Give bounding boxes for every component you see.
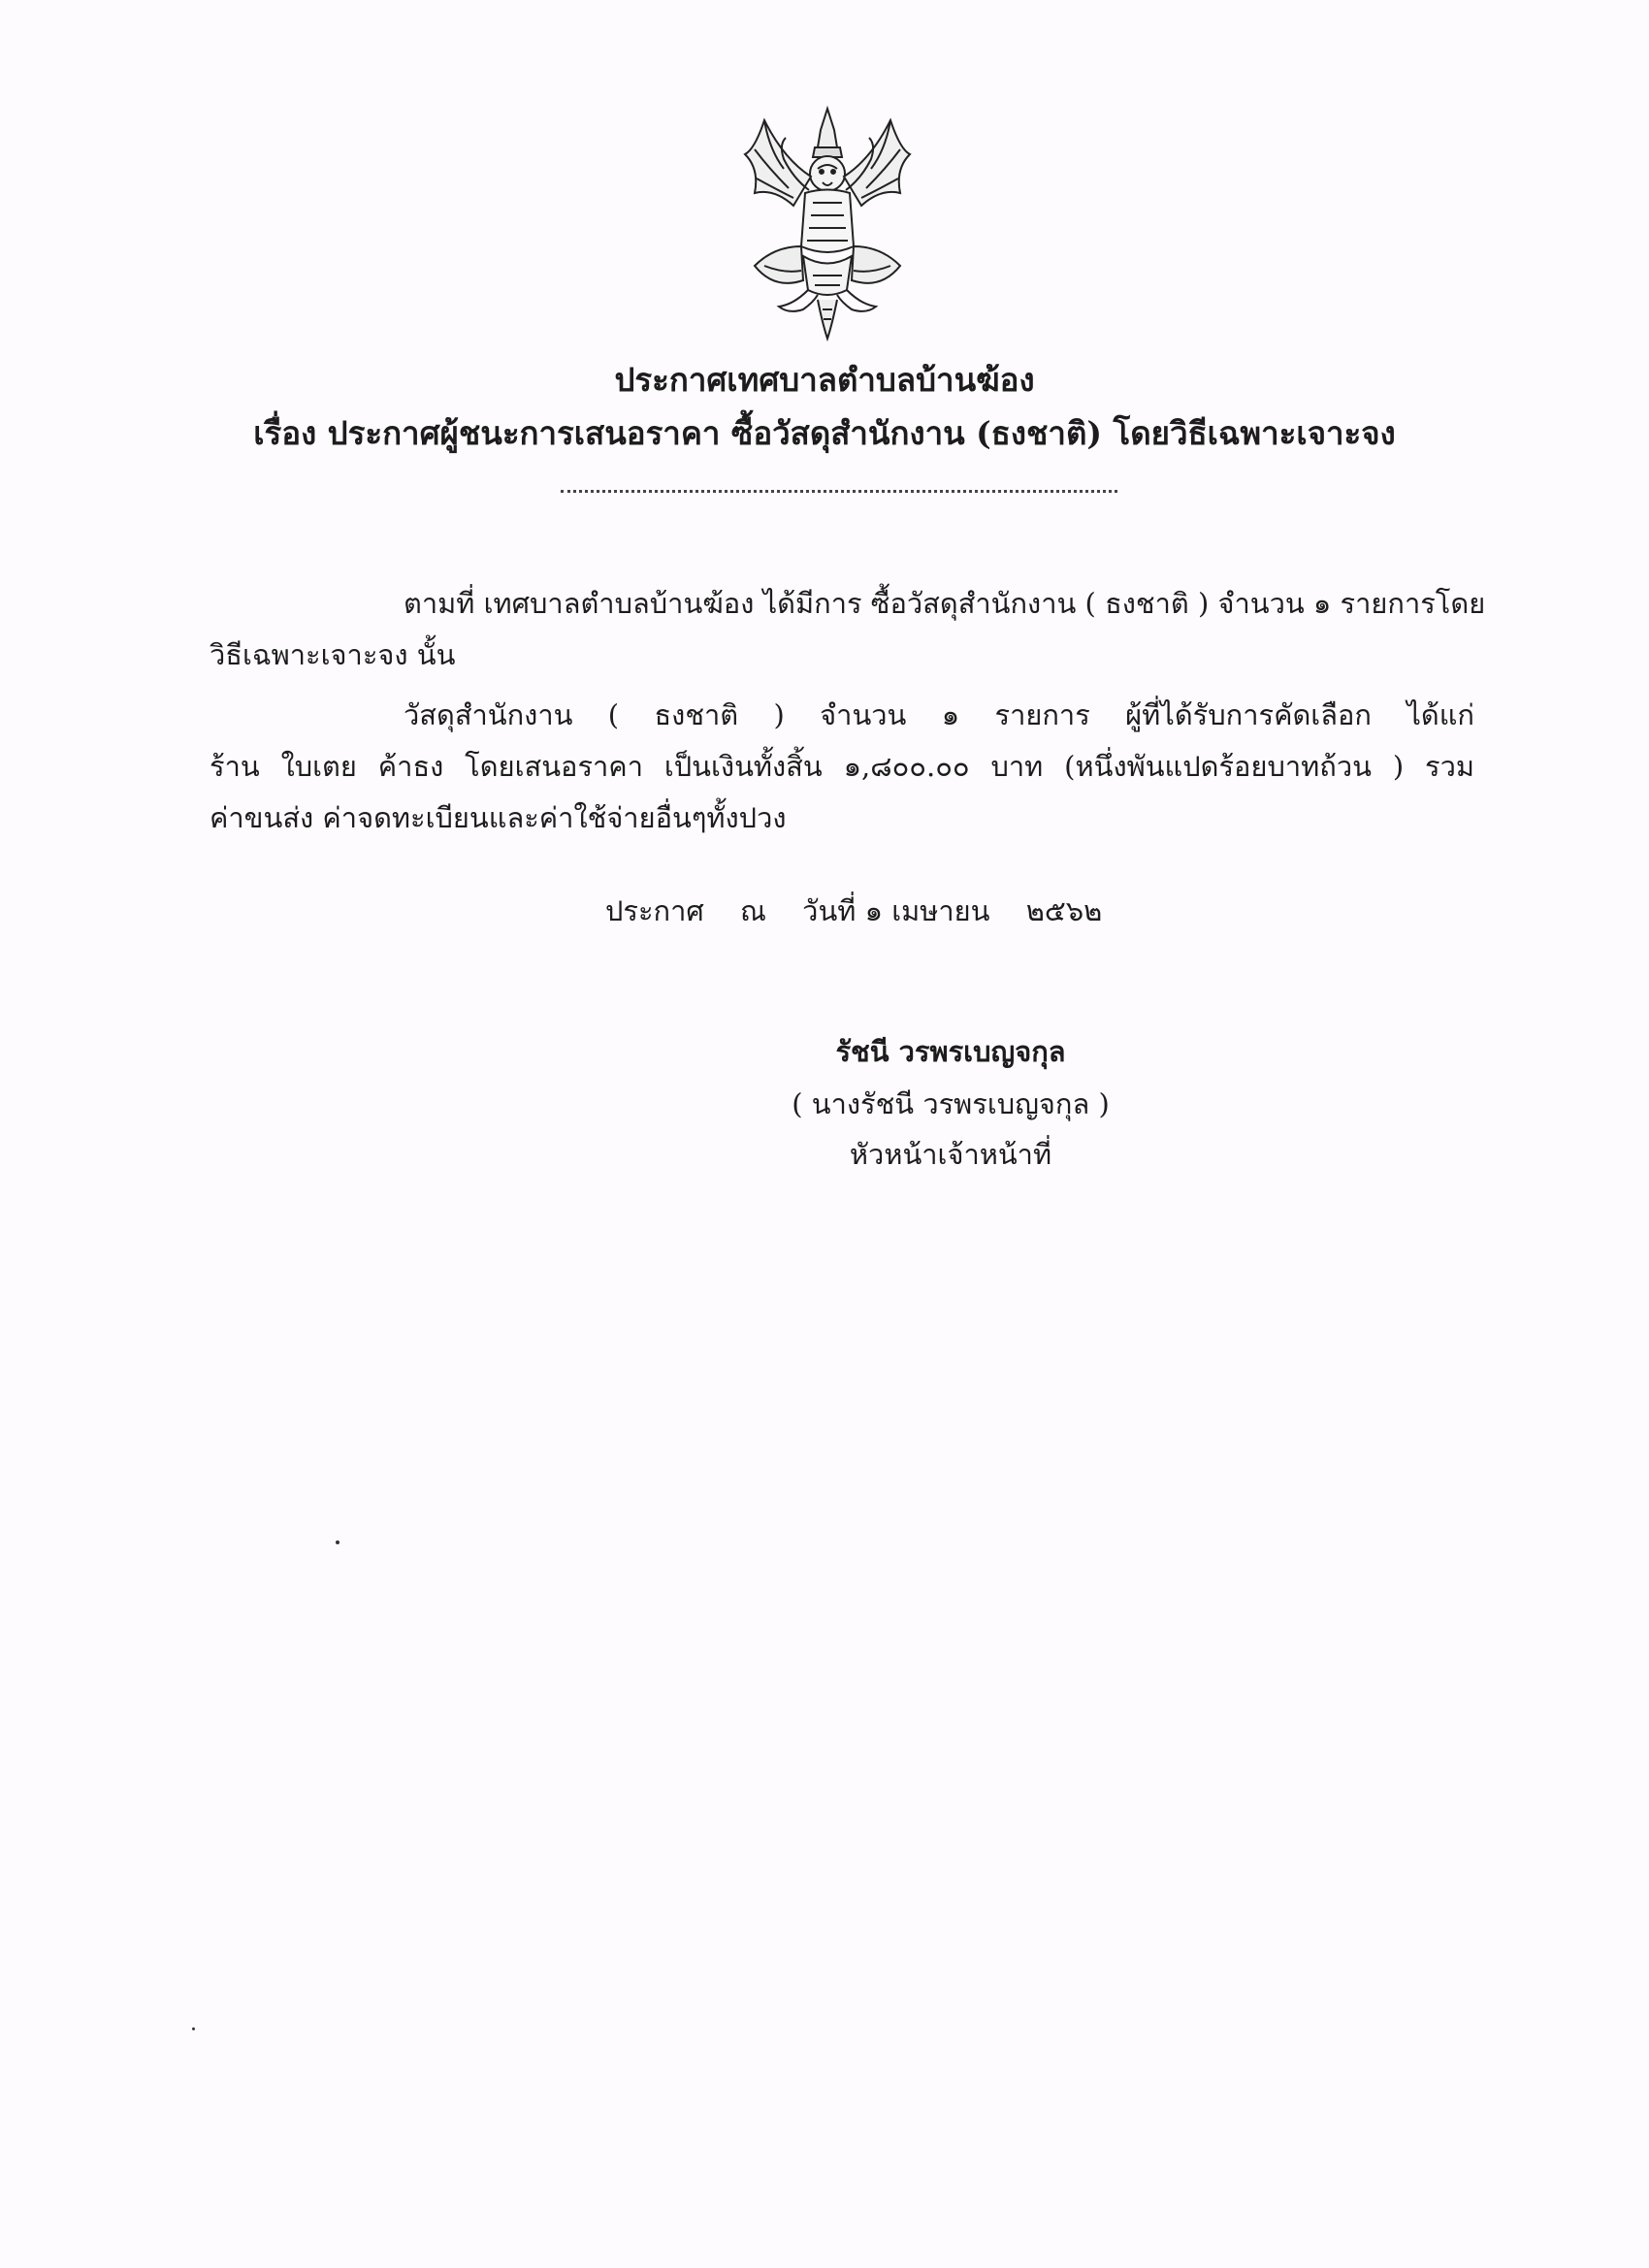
paragraph-2-line-3: ค่าขนส่ง ค่าจดทะเบียนและค่าใช้จ่ายอื่นๆทั้งปวง	[210, 801, 787, 834]
garuda-emblem-icon	[726, 101, 929, 343]
signatory-full-name: ( นางรัชนี วรพรเบญจกุล )	[792, 1087, 1110, 1120]
document-title: ประกาศเทศบาลตำบลบ้านฆ้อง	[614, 361, 1035, 399]
signatory-position: หัวหน้าเจ้าหน้าที่	[849, 1138, 1052, 1171]
date-prefix: ประกาศ	[605, 894, 704, 927]
date-year: ๒๕๖๒	[1025, 894, 1103, 927]
announcement-date	[605, 893, 1102, 928]
signature-name: รัชนี วรพรเบญจกุล	[835, 1035, 1066, 1068]
paragraph-1-line-2: วิธีเฉพาะเจาะจง นั้น	[210, 638, 456, 671]
paragraph-2-line-2: ร้าน ใบเตย ค้าธง โดยเสนอราคา เป็นเงินทั้งสิ้น ๑,๘๐๐.๐๐ บาท (หนึ่งพันแปดร้อยบาทถ้วน ) รวม	[210, 750, 1474, 783]
scan-speck	[336, 1540, 340, 1544]
date-day: วันที่ ๑ เมษายน	[802, 894, 990, 927]
date-at: ณ	[740, 894, 766, 927]
document-subject: เรื่อง ประกาศผู้ชนะการเสนอราคา ซื้อวัสดุสำนักงาน (ธงชาติ) โดยวิธีเฉพาะเจาะจง	[253, 414, 1396, 452]
dotted-divider	[561, 490, 1117, 493]
scan-speck	[192, 2027, 195, 2030]
paragraph-2-line-1: วัสดุสำนักงาน ( ธงชาติ ) จำนวน ๑ รายการ ผู้ที่ได้รับการคัดเลือก ได้แก่	[404, 698, 1474, 731]
paragraph-1-line-1: ตามที่ เทศบาลตำบลบ้านฆ้อง ได้มีการ ซื้อวัสดุสำนักงาน ( ธงชาติ ) จำนวน ๑ รายการโดย	[404, 587, 1486, 620]
